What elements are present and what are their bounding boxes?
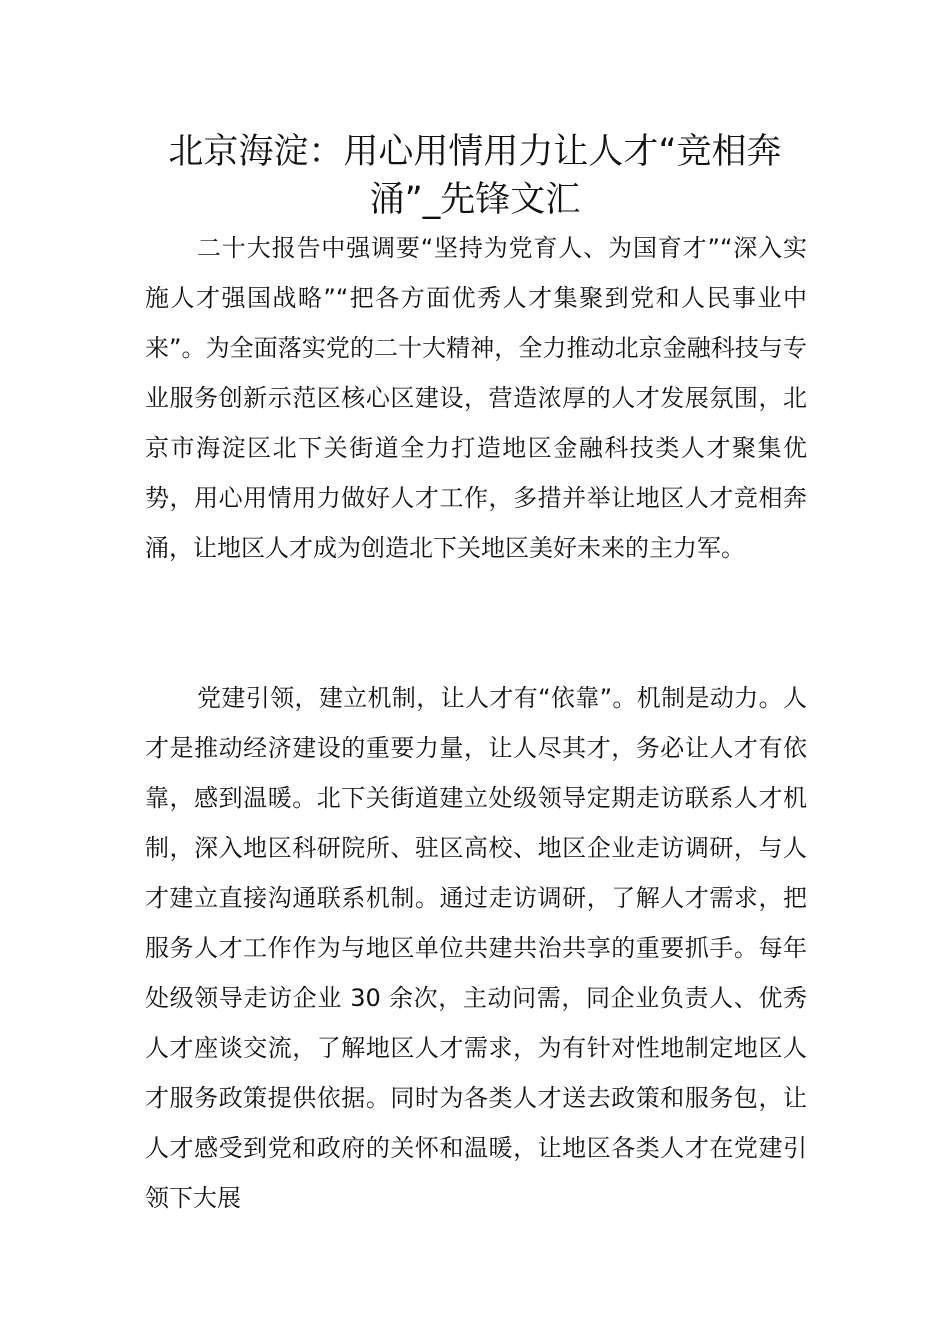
paragraph-party-leadership: 党建引领，建立机制，让人才有“依靠”。机制是动力。人才是推动经济建设的重要力量，让人尽其才，务必让人才有依靠，感到温暖。北下关街道建立处级领导定期走访联系人才机制，深入地区科研院所、驻区高校、地区企业走访调研，与人才建立直接沟通联系机制。通过走访调研，了解人才需求，把服务人才工作作为与地区单位共建共治共享的重要抓手。每年处级领导走访企业 30 余次，主动问需，同企业负责人、优秀人才座谈交流，了解地区人才需求，为有针对性地制定地区人才服务政策提供依据。同时为各类人才送去政策和服务包，让人才感受到党和政府的关怀和温暖，让地区各类人才在党建引领下大展	[145, 684, 807, 1212]
paragraph-intro: 二十大报告中强调要“坚持为党育人、为国育才”“深入实施人才强国战略”“把各方面优秀人才集聚到党和人民事业中来”。为全面落实党的二十大精神，全力推动北京金融科技与专业服务创新示范区核心区建设，营造浓厚的人才发展氛围，北京市海淀区北下关街道全力打造地区金融科技类人才聚集优势，用心用情用力做好人才工作，多措并举让地区人才竞相奔涌，让地区人才成为创造北下关地区美好未来的主力军。	[145, 234, 807, 562]
document-title: 北京海淀：用心用情用力让人才“竞相奔涌”_先锋文汇	[168, 132, 782, 220]
